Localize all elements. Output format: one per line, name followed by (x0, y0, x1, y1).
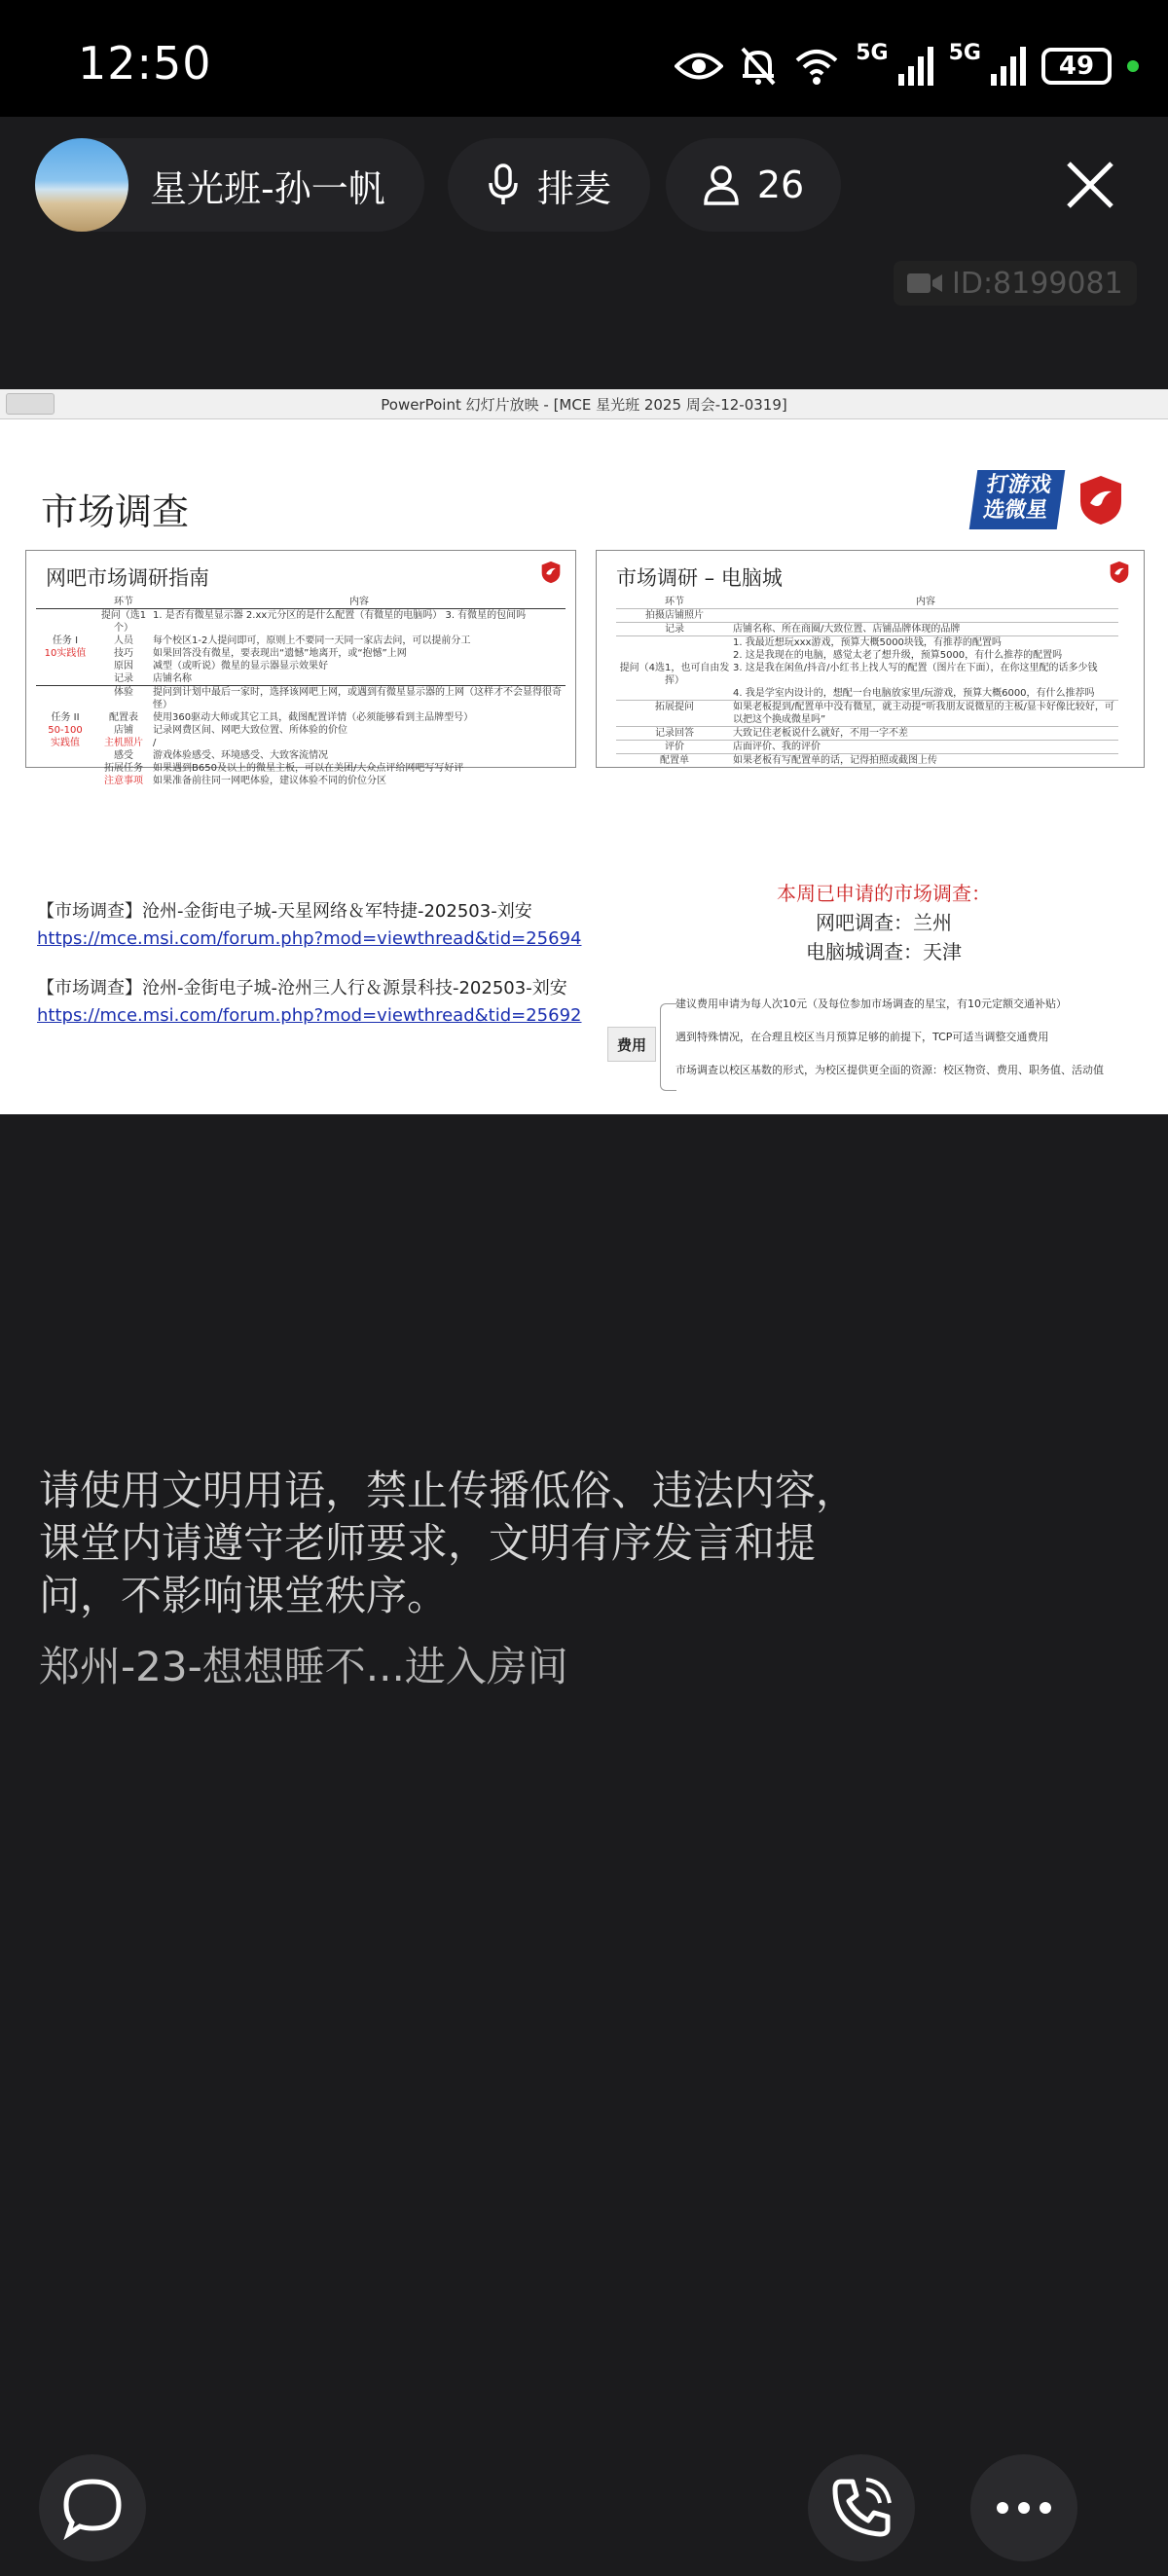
cost-line: 遇到特殊情况，在合理且校区当月预算足够的前提下，TCP可适当调整交通费用 (675, 1031, 1049, 1043)
table-row: 拓展任务 如果遇到B650及以上的微星主板，可以在美团/大众点评给网吧写写好评 (104, 763, 464, 774)
right-box-title: 市场调研 – 电脑城 (616, 566, 783, 590)
computer-mall-guide-box (596, 550, 1145, 768)
table-row: 提问（4选1，也可自由发挥） 3. 这是我在闲鱼/抖音/小红书上找人写的配置（图片在下面），在你这里配的话多少钱 (619, 663, 1098, 686)
slide-logos (973, 470, 1123, 529)
microphone-icon (487, 163, 520, 206)
ppt-title-bar (0, 389, 1168, 419)
link-block-1 (37, 898, 582, 953)
msi-dragon-shield-icon (1109, 561, 1130, 584)
table-row: 任务 I 人员 每个校区1-2人提问即可，原则上不要同一天同一家店去问，可以提前分工 (52, 635, 471, 646)
forum-link[interactable]: https://mce.msi.com/forum.php?mod=viewthread&tid=25694 (37, 928, 582, 949)
cost-block (607, 992, 1152, 1101)
cost-brace (660, 1003, 676, 1091)
audience-button[interactable] (666, 138, 841, 232)
table-row: 感受 游戏体验感受、环境感受、大致客流情况 (114, 750, 328, 761)
battery-indicator: 49 (1041, 48, 1112, 85)
right-guide-table (616, 596, 1118, 767)
left-box-title: 网吧市场调研指南 (46, 566, 209, 590)
host-name: 星光班-孙一帆 (150, 166, 385, 210)
request-line: 网吧调查：兰州 (816, 911, 952, 934)
ppt-title: PowerPoint 幻灯片放映 - [MCE 星光班 2025 周会-12-0319] (381, 395, 787, 414)
status-time: 12:50 (78, 37, 212, 90)
slide (0, 447, 1168, 1114)
table-row: 提问（选1个） 1. 是否有微星显示器 2.xx元分区的是什么配置（有微星的电脑吗） 3. 有微星的包间吗 (100, 610, 527, 634)
status-bar (0, 0, 1168, 117)
table-row: 记录 店铺名称、所在商圈/大致位置、店铺品牌体现的品牌 (616, 623, 1118, 636)
ppt-top-margin (0, 419, 1168, 447)
chat-bubble-icon (60, 2476, 125, 2540)
status-icons (675, 37, 1139, 95)
link-label: 【市场调查】沧州-金街电子城-天星网络＆军特捷-202503-刘安 (37, 901, 532, 922)
table-row: 4. 我是学室内设计的，想配一台电脑放家里/玩游戏，预算大概6000，有什么推荐吗 (616, 687, 1118, 701)
table-row: 记录回答 大致记住老板说什么就好，不用一字不差 (616, 727, 1118, 741)
table-row: 10实践值 技巧 如果回答没有微星，要表现出“遗憾”地离开，或“抱憾”上网 (44, 648, 407, 659)
join-message: 郑州-23-想想睡不...进入房间 (39, 1643, 568, 1690)
request-line: 电脑城调查：天津 (806, 940, 962, 963)
table-row: 拓展提问 如果老板提到/配置单中没有微星，就主动提“听我朋友说微星的主板/显卡好像比较好，可以把这个换成微星吗” (616, 701, 1118, 727)
phone-icon (827, 2474, 895, 2542)
more-dots-icon (995, 2500, 1053, 2516)
network-label-2: 5G (948, 40, 981, 65)
wifi-icon (793, 47, 840, 86)
audience-count: 26 (756, 163, 805, 206)
table-row: 记录 店铺名称 (36, 672, 566, 686)
table-row: 评价 店面评价、我的评价 (616, 741, 1118, 754)
table-row: 任务 II 配置表 使用360驱动大师或其它工具，截图配置详情（必须能够看到主品牌型号） (51, 712, 474, 723)
queue-label: 排麦 (536, 166, 611, 210)
left-guide-table (36, 596, 566, 787)
room-id-badge (894, 261, 1137, 306)
table-row: 原因 减型（或听说）微星的显示器显示效果好 (114, 661, 328, 671)
table-row: 实践值 主机照片 / (51, 738, 157, 748)
table-row: 拍摄店铺照片 (616, 609, 1118, 623)
table-row: 1. 我最近想玩xxx游戏，预算大概5000块钱，有推荐的配置吗 (733, 637, 1002, 648)
table-row: 配置单 如果老板有写配置单的话，记得拍照或截图上传 (660, 755, 937, 766)
person-icon (703, 164, 740, 205)
bell-muted-icon (739, 45, 778, 88)
chat-button[interactable] (39, 2454, 146, 2561)
table-row: 体验 提问到计划中最后一家时，选择该网吧上网，或遇到有微星显示器的上网（这样才不会显得很奇怪） (114, 687, 562, 710)
privacy-dot (1127, 60, 1139, 72)
video-camera-icon (907, 271, 942, 296)
table-row: 50-100 店铺 记录网费区间、网吧大致位置、所体验的价位 (48, 725, 347, 736)
link-block-2 (37, 975, 582, 1030)
dayouxi-logo: 打游戏 选微星 (969, 470, 1066, 529)
signal-icon (898, 47, 933, 86)
slide-title: 市场调查 (41, 490, 190, 533)
signal-icon (991, 47, 1026, 86)
requests-title: 本周已申请的市场调查： (777, 882, 991, 905)
internet-cafe-guide-box (25, 550, 576, 786)
table-header: 环节 内容 (36, 596, 566, 609)
table-header: 环节 内容 (616, 596, 1118, 609)
room-id: ID:8199081 (952, 266, 1123, 301)
chat-notice: 请使用文明用语，禁止传播低俗、违法内容，课堂内请遵守老师要求，文明有序发言和提问，不影响课堂秩序。 (39, 1467, 858, 1619)
close-icon[interactable] (1051, 146, 1129, 224)
queue-button[interactable] (448, 138, 650, 232)
host-avatar[interactable] (35, 138, 128, 232)
eye-icon (675, 50, 723, 83)
requests-block (728, 879, 1040, 966)
cost-label: 费用 (607, 1027, 656, 1062)
cost-line: 建议费用申请为每人次10元（及每位参加市场调查的星宝，有10元定额交通补贴） (675, 998, 1067, 1010)
host-pill[interactable] (35, 138, 424, 232)
table-row: 2. 这是我现在的电脑，感觉太老了想升级，预算5000，有什么推荐的配置吗 (733, 650, 1063, 661)
msi-dragon-shield-icon (540, 561, 562, 584)
table-row: 注意事项 如果准备前往同一网吧体验，建议体验不同的价位分区 (104, 776, 386, 786)
forum-link[interactable]: https://mce.msi.com/forum.php?mod=viewthread&tid=25692 (37, 1005, 582, 1026)
msi-dragon-shield-icon (1078, 474, 1123, 526)
network-label-1: 5G (856, 40, 889, 65)
more-button[interactable] (970, 2454, 1077, 2561)
cost-line: 市场调查以校区基数的形式，为校区提供更全面的资源：校区物资、费用、职务值、活动值 (675, 1064, 1104, 1076)
link-label: 【市场调查】沧州-金街电子城-沧州三人行＆源景科技-202503-刘安 (37, 978, 567, 998)
ppt-menu-button[interactable] (6, 393, 55, 415)
call-button[interactable] (808, 2454, 915, 2561)
